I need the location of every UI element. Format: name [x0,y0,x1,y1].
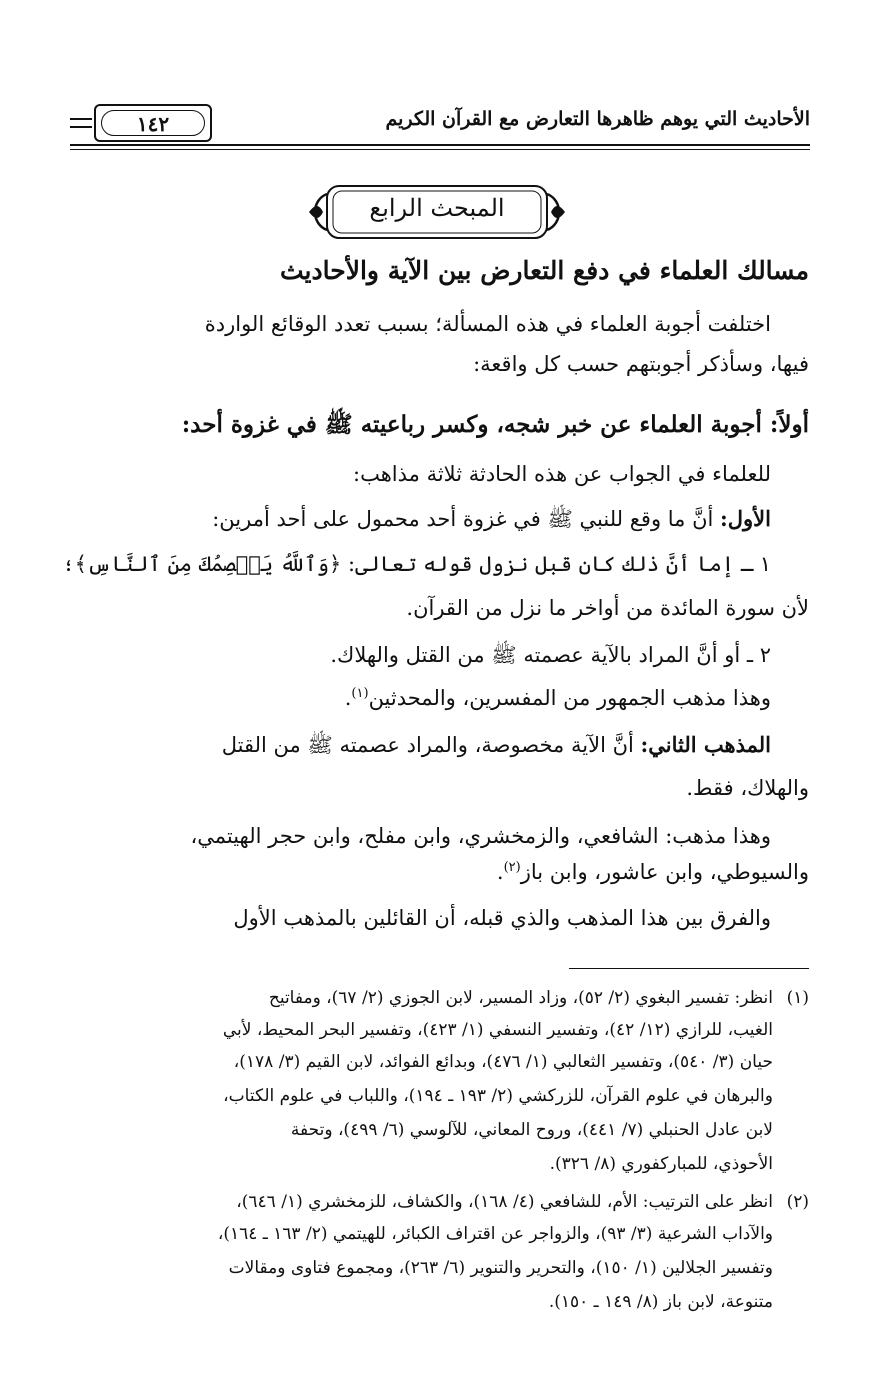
body-line [69,506,809,537]
body-line: وهذا مذهب: الشافعي، والزمخشري، وابن مفلح، وابن حجر الهيتمي، [190,824,771,848]
opinion-text: أنَّ ما وقع للنبي ﷺ في غزوة أحد محمول على أحد أمرين: [212,507,721,531]
body-line: للعلماء في الجواب عن هذه الحادثة ثلاثة مذاهب: [353,462,771,486]
footnote-separator [569,968,809,969]
footnote-line: والآداب الشرعية (٣/ ٩٣)، والزواجر عن اقتراف الكبائر، للهيتمي (٢/ ١٦٣ ـ ١٦٤)، [217,1224,773,1244]
opinion-text: أنَّ الآية مخصوصة، والمراد عصمته ﷺ من القتل [221,733,641,757]
body-text: وهذا مذهب الجمهور من المفسرين، والمحدثين [368,686,771,710]
body-line: ٢ ـ أو أنَّ المراد بالآية عصمته ﷺ من القتل والهلاك. [330,643,771,667]
section-ornament [305,180,569,244]
footnote-line: وتفسير الجلالين (١/ ١٥٠)، والتحرير والتنوير (٦/ ٢٦٣)، ومجموع فتاوى ومقالات [228,1258,773,1278]
opinion-label: الأول: [720,506,771,531]
body-line: لأن سورة المائدة من أواخر ما نزل من القرآن. [406,596,809,620]
chapter-title: مسالك العلماء في دفع التعارض بين الآية والأحاديث [280,256,809,285]
header-title: الأحاديث التي يوهم ظاهرها التعارض مع القرآن الكريم [385,108,810,130]
page-number: ١٤٢ [101,110,205,136]
footnote-line [69,988,809,1008]
body-line: والفرق بين هذا المذهب والذي قبله، أن القائلين بالمذهب الأول [233,906,771,930]
footnote-text: انظر على الترتيب: الأم، للشافعي (٤/ ١٦٨)، والكشاف، للزمخشري (١/ ٦٤٦)، [236,1192,773,1212]
footnote-number: (١) [786,988,809,1008]
body-line: ١ ـ إما أنَّ ذلك كان قبل نزول قوله تعالى: ﴿وَٱللَّهُ يَعۡصِمُكَ مِنَ ٱلنَّاسِ﴾؛ [62,552,771,576]
body-text-end: . [344,686,352,710]
body-text-end: . [496,860,504,884]
footnote-line: لابن عادل الحنبلي (٧/ ٤٤١)، وروح المعاني، للآلوسي (٦/ ٤٩٩)، وتحفة [290,1120,773,1140]
footnote-line: الغيب، للرازي (١٢/ ٤٢)، وتفسير النسفي (١/ ٤٢٣)، وتفسير البحر المحيط، لأبي [222,1020,773,1040]
body-line: اختلفت أجوبة العلماء في هذه المسألة؛ بسبب تعدد الوقائع الواردة [204,312,771,336]
footnote-ref: (٢) [503,860,521,875]
footnote-line: حيان (٣/ ٥٤٠)، وتفسير الثعالبي (١/ ٤٧٦)، وبدائع الفوائد، لابن القيم (٣/ ١٧٨)، [233,1052,773,1072]
body-line: والهلاك، فقط. [686,776,809,800]
header-ornament-rule [70,118,92,128]
footnote-line: والبرهان في علوم القرآن، للزركشي (٢/ ١٩٣ ـ ١٩٤)، واللباب في علوم الكتاب، [223,1086,773,1106]
opinion-label: المذهب الثاني: [640,732,771,757]
body-line: فيها، وسأذكر أجوبتهم حسب كل واقعة: [473,352,809,376]
section-heading: أولاً: أجوبة العلماء عن خبر شجه، وكسر رباعيته ﷺ في غزوة أحد: [181,411,809,438]
footnote-line: الأحوذي، للمباركفوري (٨/ ٣٢٦). [549,1154,773,1174]
body-line [69,732,809,763]
header-rule-thin [70,149,810,150]
footnote-number: (٢) [786,1192,809,1212]
footnote-line [69,1192,809,1212]
page-number-frame [94,104,212,142]
body-line [69,860,809,884]
body-line [69,686,809,710]
header-rule [70,144,810,146]
section-label: المبحث الرابع [369,194,505,222]
footnote-ref: (١) [351,686,369,701]
footnote-line: متنوعة، لابن باز (٨/ ١٤٩ ـ ١٥٠). [548,1292,773,1312]
footnote-text: انظر: تفسير البغوي (٢/ ٥٢)، وزاد المسير، لابن الجوزي (٢/ ٦٧)، ومفاتيح [268,988,773,1008]
body-text: والسيوطي، وابن عاشور، وابن باز [520,860,809,884]
running-header [70,104,810,146]
